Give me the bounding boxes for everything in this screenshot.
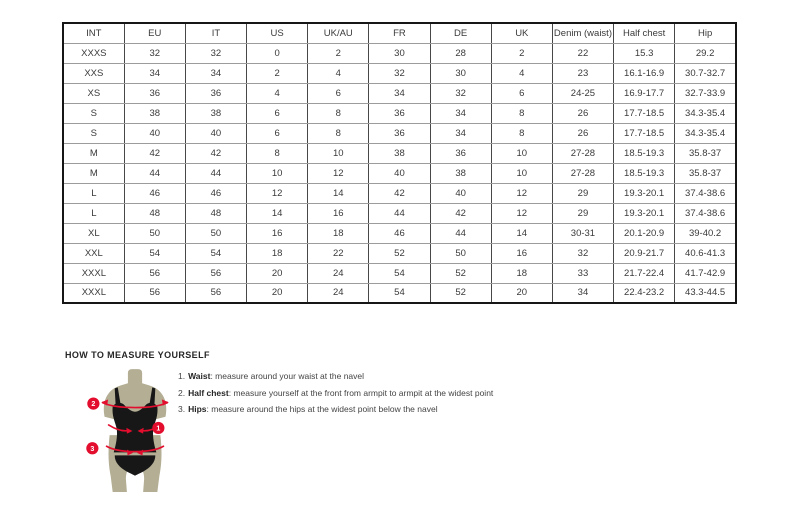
- table-cell: 36: [369, 103, 430, 123]
- table-cell: 42: [430, 203, 491, 223]
- table-cell: 39-40.2: [675, 223, 736, 243]
- table-cell: 42: [185, 143, 246, 163]
- column-header: UK: [491, 23, 552, 43]
- table-cell: 8: [308, 123, 369, 143]
- table-cell: 12: [247, 183, 308, 203]
- measure-step-text: : measure around the hips at the widest point below the navel: [206, 404, 438, 414]
- table-cell: 40.6-41.3: [675, 243, 736, 263]
- table-cell: 14: [491, 223, 552, 243]
- table-cell: 32: [369, 63, 430, 83]
- table-cell: 10: [247, 163, 308, 183]
- table-cell: 14: [308, 183, 369, 203]
- table-cell: 36: [124, 83, 185, 103]
- table-cell: 38: [185, 103, 246, 123]
- table-cell: 17.7-18.5: [614, 123, 675, 143]
- table-cell: XXS: [63, 63, 124, 83]
- table-cell: 10: [308, 143, 369, 163]
- table-cell: L: [63, 203, 124, 223]
- table-cell: XS: [63, 83, 124, 103]
- table-cell: 34: [124, 63, 185, 83]
- badge-waist: [152, 422, 164, 434]
- table-cell: 18: [491, 263, 552, 283]
- table-cell: 32: [124, 43, 185, 63]
- table-cell: 2: [308, 43, 369, 63]
- column-header: IT: [185, 23, 246, 43]
- table-row: [63, 183, 736, 203]
- table-row: [63, 243, 736, 263]
- table-cell: 56: [185, 263, 246, 283]
- table-row: [63, 43, 736, 63]
- table-cell: 16.9-17.7: [614, 83, 675, 103]
- table-cell: XXXS: [63, 43, 124, 63]
- table-cell: 44: [369, 203, 430, 223]
- table-cell: 29.2: [675, 43, 736, 63]
- table-cell: 6: [247, 123, 308, 143]
- table-cell: 54: [124, 243, 185, 263]
- mannequin-illustration: [78, 364, 190, 496]
- table-cell: 38: [430, 163, 491, 183]
- table-cell: 46: [124, 183, 185, 203]
- table-row: [63, 203, 736, 223]
- table-cell: 37.4-38.6: [675, 203, 736, 223]
- table-cell: 26: [552, 123, 613, 143]
- table-cell: 18: [308, 223, 369, 243]
- table-cell: 12: [491, 183, 552, 203]
- table-cell: 40: [430, 183, 491, 203]
- table-cell: 20.9-21.7: [614, 243, 675, 263]
- measure-step-number: 2.: [178, 387, 186, 398]
- table-cell: 17.7-18.5: [614, 103, 675, 123]
- table-cell: 54: [185, 243, 246, 263]
- table-cell: 32.7-33.9: [675, 83, 736, 103]
- table-cell: 38: [124, 103, 185, 123]
- size-table-head: [63, 23, 736, 43]
- table-header-row: [63, 23, 736, 43]
- table-cell: XXL: [63, 243, 124, 263]
- table-cell: 4: [491, 63, 552, 83]
- column-header: Hip: [675, 23, 736, 43]
- measure-step-number: 3.: [178, 404, 186, 414]
- table-cell: 18: [247, 243, 308, 263]
- table-cell: 21.7-22.4: [614, 263, 675, 283]
- table-cell: 20: [491, 283, 552, 303]
- table-cell: 38: [369, 143, 430, 163]
- table-row: [63, 83, 736, 103]
- table-cell: 40: [124, 123, 185, 143]
- table-cell: 6: [308, 83, 369, 103]
- table-cell: 28: [430, 43, 491, 63]
- table-cell: 27-28: [552, 163, 613, 183]
- table-cell: 34: [369, 83, 430, 103]
- table-cell: 16: [308, 203, 369, 223]
- table-cell: 46: [369, 223, 430, 243]
- table-cell: 48: [124, 203, 185, 223]
- table-cell: 50: [430, 243, 491, 263]
- table-cell: 0: [247, 43, 308, 63]
- table-cell: 26: [552, 103, 613, 123]
- table-cell: 56: [124, 263, 185, 283]
- table-cell: 4: [308, 63, 369, 83]
- table-cell: M: [63, 163, 124, 183]
- table-cell: 15.3: [614, 43, 675, 63]
- badge-hips: [86, 442, 98, 454]
- table-cell: 12: [491, 203, 552, 223]
- measure-step-term: Waist: [188, 371, 211, 381]
- table-cell: 52: [369, 243, 430, 263]
- table-cell: 54: [369, 263, 430, 283]
- table-cell: 44: [430, 223, 491, 243]
- table-cell: XXXL: [63, 263, 124, 283]
- measurement-figure: [78, 364, 190, 496]
- badge-waist-number: 1: [156, 424, 161, 433]
- table-cell: 44: [185, 163, 246, 183]
- table-cell: 30-31: [552, 223, 613, 243]
- size-table-body: [63, 43, 736, 303]
- table-cell: 46: [185, 183, 246, 203]
- measure-step-term: Half chest: [188, 387, 229, 398]
- measure-step-term: Hips: [188, 404, 207, 414]
- table-cell: S: [63, 103, 124, 123]
- badge-half-chest: [87, 398, 99, 410]
- column-header: EU: [124, 23, 185, 43]
- table-cell: 22: [308, 243, 369, 263]
- table-cell: 24-25: [552, 83, 613, 103]
- table-cell: 10: [491, 163, 552, 183]
- table-cell: 36: [369, 123, 430, 143]
- table-cell: 32: [552, 243, 613, 263]
- table-cell: 44: [124, 163, 185, 183]
- table-cell: S: [63, 123, 124, 143]
- table-cell: 24: [308, 263, 369, 283]
- badge-half-chest-number: 2: [91, 400, 96, 409]
- table-cell: 40: [369, 163, 430, 183]
- table-cell: 54: [369, 283, 430, 303]
- table-cell: 2: [247, 63, 308, 83]
- table-cell: 24: [308, 283, 369, 303]
- table-cell: 22: [552, 43, 613, 63]
- table-cell: 56: [185, 283, 246, 303]
- table-cell: 34.3-35.4: [675, 123, 736, 143]
- table-cell: 6: [247, 103, 308, 123]
- table-row: [63, 223, 736, 243]
- column-header: Denim (waist): [552, 23, 613, 43]
- table-cell: 19.3-20.1: [614, 183, 675, 203]
- table-cell: 20.1-20.9: [614, 223, 675, 243]
- table-row: [63, 263, 736, 283]
- table-cell: 36: [185, 83, 246, 103]
- column-header: FR: [369, 23, 430, 43]
- table-cell: 34.3-35.4: [675, 103, 736, 123]
- table-cell: 23: [552, 63, 613, 83]
- table-cell: 52: [430, 283, 491, 303]
- table-cell: 8: [491, 103, 552, 123]
- column-header: US: [247, 23, 308, 43]
- table-cell: 16: [247, 223, 308, 243]
- measure-step: [178, 371, 493, 381]
- table-cell: 36: [430, 143, 491, 163]
- table-cell: 18.5-19.3: [614, 163, 675, 183]
- table-cell: 30: [369, 43, 430, 63]
- table-cell: 22.4-23.2: [614, 283, 675, 303]
- table-cell: 6: [491, 83, 552, 103]
- table-cell: 29: [552, 183, 613, 203]
- table-cell: 30: [430, 63, 491, 83]
- table-cell: 43.3-44.5: [675, 283, 736, 303]
- table-cell: 2: [491, 43, 552, 63]
- table-cell: 35.8-37: [675, 143, 736, 163]
- measure-step-text: : measure yourself at the front from armpit to armpit at the widest point: [228, 387, 494, 398]
- table-cell: 8: [308, 103, 369, 123]
- table-cell: 40: [185, 123, 246, 143]
- table-cell: XL: [63, 223, 124, 243]
- table-cell: 20: [247, 283, 308, 303]
- table-cell: 33: [552, 263, 613, 283]
- table-row: [63, 63, 736, 83]
- table-cell: 30.7-32.7: [675, 63, 736, 83]
- measure-steps: [178, 371, 493, 421]
- table-cell: 14: [247, 203, 308, 223]
- table-cell: 8: [247, 143, 308, 163]
- table-cell: 29: [552, 203, 613, 223]
- measure-step-number: 1.: [178, 371, 186, 381]
- table-row: [63, 283, 736, 303]
- table-cell: 16.1-16.9: [614, 63, 675, 83]
- table-cell: 56: [124, 283, 185, 303]
- table-cell: 4: [247, 83, 308, 103]
- table-cell: XXXL: [63, 283, 124, 303]
- table-cell: 41.7-42.9: [675, 263, 736, 283]
- table-row: [63, 143, 736, 163]
- table-cell: 35.8-37: [675, 163, 736, 183]
- table-cell: 42: [369, 183, 430, 203]
- size-table: [62, 22, 737, 304]
- table-cell: 19.3-20.1: [614, 203, 675, 223]
- table-cell: 50: [185, 223, 246, 243]
- table-cell: 42: [124, 143, 185, 163]
- table-cell: 27-28: [552, 143, 613, 163]
- measure-step: [178, 404, 493, 414]
- measure-step-text: : measure around your waist at the navel: [210, 371, 365, 381]
- table-cell: 34: [185, 63, 246, 83]
- table-cell: 10: [491, 143, 552, 163]
- column-header: UK/AU: [308, 23, 369, 43]
- table-cell: 12: [308, 163, 369, 183]
- table-cell: 34: [430, 103, 491, 123]
- table-cell: 34: [552, 283, 613, 303]
- table-cell: 16: [491, 243, 552, 263]
- table-row: [63, 123, 736, 143]
- table-cell: 48: [185, 203, 246, 223]
- table-cell: M: [63, 143, 124, 163]
- column-header: INT: [63, 23, 124, 43]
- column-header: Half chest: [614, 23, 675, 43]
- table-cell: 8: [491, 123, 552, 143]
- table-cell: 20: [247, 263, 308, 283]
- table-row: [63, 163, 736, 183]
- table-cell: 52: [430, 263, 491, 283]
- badge-hips-number: 3: [90, 444, 95, 453]
- column-header: DE: [430, 23, 491, 43]
- table-cell: 32: [430, 83, 491, 103]
- table-cell: 37.4-38.6: [675, 183, 736, 203]
- table-cell: 34: [430, 123, 491, 143]
- measure-step: [178, 388, 493, 398]
- measure-section-title: HOW TO MEASURE YOURSELF: [65, 350, 210, 360]
- table-cell: L: [63, 183, 124, 203]
- table-cell: 50: [124, 223, 185, 243]
- table-row: [63, 103, 736, 123]
- table-cell: 32: [185, 43, 246, 63]
- table-cell: 18.5-19.3: [614, 143, 675, 163]
